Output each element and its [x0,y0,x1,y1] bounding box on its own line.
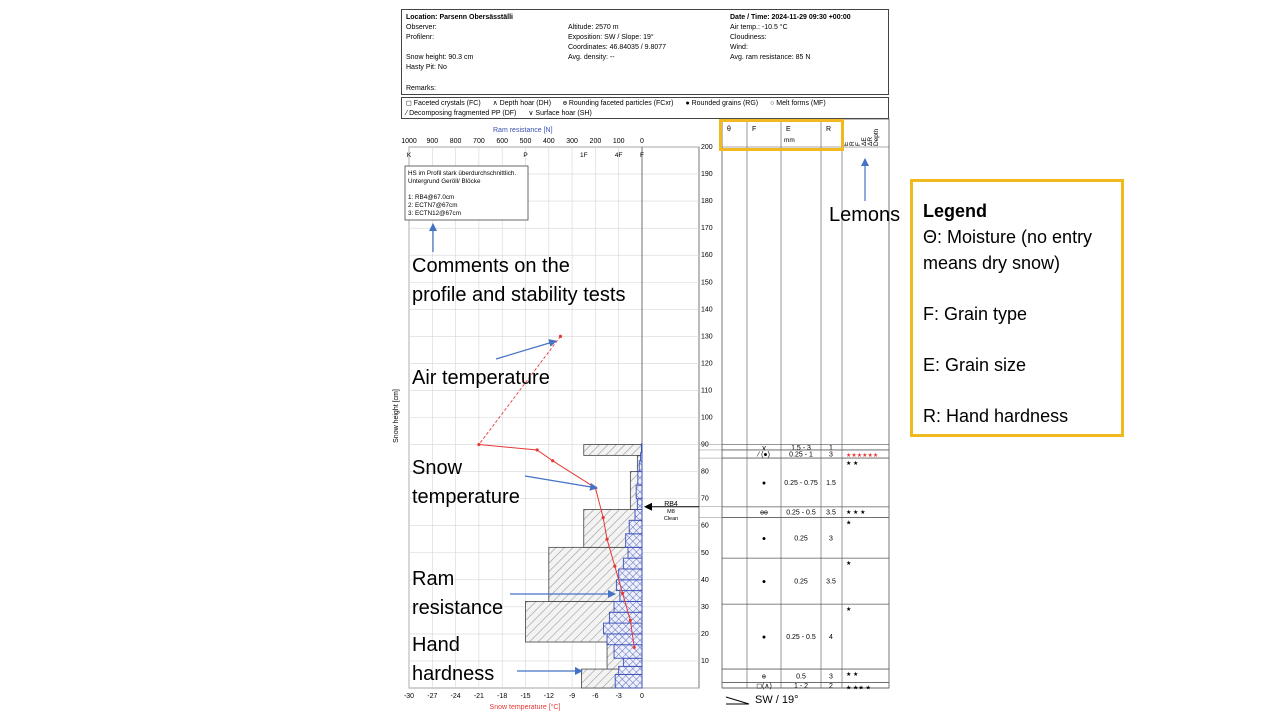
exposition: Exposition: SW / Slope: 19° [568,34,654,41]
datetime: Date / Time: 2024-11-29 09:30 +00:00 [730,14,851,21]
table-header-label: E [786,126,791,133]
table-cell-lemons: ★ ★★ ★ [846,685,871,692]
temp-tick-label: -24 [450,693,461,700]
table-header-highlight [719,119,844,151]
hasty-pit: Hasty Pit: No [406,64,447,71]
ram-tick-label: 500 [519,138,532,145]
table-side-header: ΔR [867,136,874,146]
height-tick-label: 30 [701,603,709,611]
table-cell-lemons: ★ [846,607,852,614]
ram-tick-label: 0 [640,138,644,145]
table-cell-grain-size: 0.25 [794,535,808,543]
annotation-snow-temperature [412,454,520,512]
stability-test-label: Clean [663,516,679,522]
ram-tick-label: 300 [566,138,578,145]
ram-tick-label: 900 [426,138,439,145]
table-cell-grain-type: ɵ [762,673,766,681]
temp-tick-label: -3 [615,693,622,700]
annotation-ram-line1: Ram [412,568,455,590]
symbol-df: ⁄ Decomposing fragmented PP (DF) [406,110,517,117]
slope-icon [725,694,751,708]
snow-temperature-point [602,516,605,519]
snow-height: Snow height: 90.3 cm [406,54,474,61]
snow-temperature-point [621,592,624,595]
height-tick-label: 180 [701,198,713,206]
stability-test-label: RB4 [664,501,678,508]
table-cell-hardness: 4 [829,634,833,642]
table-cell-grain-size: 0.25 - 0.5 [786,634,816,642]
table-side-header: E [843,141,850,146]
ram-resistance-block [641,453,642,461]
coordinates: Coordinates: 46.84035 / 9.8077 [568,44,667,51]
temp-tick-label: -21 [473,693,484,700]
table-cell-lemons: ★★★★★★ [846,452,879,459]
stability-test-label: M8 [667,509,675,515]
air-temperature-point [559,335,562,338]
height-tick-label: 190 [701,171,713,179]
legend-title: Legend [923,201,988,221]
table-cell-grain-size: 0.25 - 0.5 [786,509,816,517]
table-cell-hardness: 3 [829,535,833,543]
symbol-dh: ∧ Depth hoar (DH) [492,100,552,107]
hardness-tick-label: P [523,152,528,159]
height-tick-label: 50 [701,549,709,557]
annotation-hand-line2: hardness [412,663,495,685]
comment-line: 3: ECTN12@67cm [408,210,461,217]
legend-item-grain-size: E: Grain size [923,355,1027,375]
height-tick-label: 130 [701,333,713,341]
ram-resistance-block [636,485,642,499]
table-cell-grain-size: 0.25 - 1 [789,451,813,459]
hardness-tick-label: 1F [579,152,588,159]
ram-resistance-block [609,612,642,623]
legend-item-hand-hardness: R: Hand hardness [923,406,1069,426]
slope-label: SW / 19° [755,694,799,706]
temp-tick-label: -15 [520,693,531,700]
table-cell-grain-size: 1 - 2 [793,682,809,690]
temp-tick-label: 0 [640,693,644,700]
annotation-air-temperature: Air temperature [412,367,550,389]
table-cell-lemons: ★ ★ [846,672,859,679]
hand-hardness-block [584,445,642,456]
temp-tick-label: -30 [403,693,415,700]
table-header-label: R [826,126,832,133]
ram-axis-title: Ram resistance [N] [493,127,553,134]
symbol-fc: ◻ Faceted crystals (FC) [406,100,481,107]
annotation-comments [412,252,625,310]
annotation-ram-resistance [412,565,503,623]
table-side-header: F [855,142,862,146]
height-tick-label: 200 [701,144,713,151]
snow-temperature-point [629,619,632,622]
ram-tick-label: 200 [589,138,602,145]
ram-resistance-block [626,534,642,548]
hardness-tick-label: 4F [614,152,623,159]
table-cell-lemons: ★ [846,520,852,527]
table-cell-hardness: 3 [829,451,833,459]
table-cell-lemons: ★ ★ ★ [846,509,866,516]
comment-line: Untergrund Geröll/ Blöcke [408,178,481,185]
table-side-header: Depth [873,128,880,146]
ram-resistance-block [619,666,642,674]
table-cell-lemons: ★ ★ [846,461,859,468]
annotation-lemons: Lemons [829,204,901,226]
temp-tick-label: -6 [592,693,599,700]
ram-tick-label: 100 [612,138,625,145]
table-cell-hardness: 1.5 [826,479,836,487]
profile-nr: Profilenr: [406,34,435,41]
temp-tick-label: -9 [568,693,576,700]
height-tick-label: 100 [701,414,713,422]
legend-box [910,179,1124,437]
table-cell-hardness: 3.5 [826,578,836,586]
ram-resistance-block [614,645,642,659]
table-side-header: R [849,141,856,146]
symbol-fcxr: ɵ Rounding faceted particles (FCxr) [562,100,674,107]
ram-tick-label: 600 [496,138,509,145]
temp-tick-label: -27 [427,693,438,700]
table-side-header: ΔE [861,137,868,146]
height-tick-label: 150 [701,279,713,287]
snow-temperature-point [633,646,636,649]
height-tick-label: 170 [701,225,713,233]
height-tick-label: 60 [701,522,709,530]
altitude: Altitude: 2570 m [568,24,619,31]
temp-tick-label: -12 [543,693,554,700]
comment-line: 2: ECTN7@67cm [408,202,458,209]
table-cell-lemons: ★ [846,561,852,568]
table-cell-grain-type: ɵɵ [760,509,768,517]
height-tick-label: 10 [701,657,709,665]
cloudiness: Cloudiness: [730,34,767,41]
ram-resistance-block [604,623,642,634]
ram-resistance-block [615,674,642,688]
table-cell-hardness: 1 [829,444,833,452]
temp-tick-label: -18 [497,693,508,700]
table-cell-grain-size: 0.5 [796,673,806,681]
table-header-label: θ [727,126,731,133]
ram-resistance-block [641,444,642,453]
table-cell-grain-type: ◻(∧) [756,682,772,690]
observer: Observer: [406,24,437,31]
location: Location: Parsenn Obersäsställi [406,14,513,21]
ram-resistance-block [637,499,642,510]
table-cell-grain-type: ⁄ (●) [757,451,771,459]
height-tick-label: 120 [701,360,713,368]
height-tick-label: 140 [701,306,713,314]
ram-resistance-block [628,547,642,558]
ram-resistance-block [607,634,642,645]
table-cell-grain-type: ∨ [761,444,767,452]
legend-item-grain-type: F: Grain type [923,304,1028,324]
snow-temperature-point [551,459,554,462]
ram-resistance-block [639,461,642,472]
table-cell-hardness: 2 [829,682,833,690]
snow-temperature-point [605,538,608,541]
ram-tick-label: 400 [542,138,555,145]
height-tick-label: 90 [701,441,709,449]
annotation-hand-hardness [412,631,494,689]
annotation-snow-line2: temperature [412,486,520,508]
height-axis-title: Snow height [cm] [393,389,400,443]
table-cell-grain-type: ● [761,634,767,642]
symbol-rg: ● Rounded grains (RG) [685,100,759,107]
table-cell-hardness: 3 [829,673,833,681]
avg-ram: Avg. ram resistance: 85 N [730,54,811,61]
table-e-unit: mm [784,137,795,144]
snow-temperature-point [536,448,539,451]
table-cell-grain-size: 0.25 - 0.75 [784,479,818,487]
ram-tick-label: 700 [473,138,485,145]
ram-resistance-block [619,569,642,580]
hardness-tick-label: F [640,152,644,159]
comment-line: 1: RB4@67.0cm [408,194,455,201]
remarks: Remarks: [406,85,436,92]
height-tick-label: 20 [701,630,709,638]
ram-resistance-block [635,509,642,520]
table-cell-grain-size: 0.25 [794,578,808,586]
snow-temperature-point [613,565,616,568]
height-tick-label: 110 [701,387,713,395]
symbol-sh: ∨ Surface hoar (SH) [528,110,592,117]
annotation-comments-line2: profile and stability tests [412,284,626,306]
wind: Wind: [730,44,748,51]
annotation-snow-line1: Snow [412,457,463,479]
height-tick-label: 80 [701,468,709,476]
ram-resistance-block [623,558,642,569]
annotation-comments-line1: Comments on the [412,255,570,277]
table-header-label: F [752,126,757,133]
ram-resistance-block [623,658,642,666]
ram-resistance-block [638,472,642,486]
height-tick-label: 40 [701,576,709,584]
table-cell-hardness: 3.5 [826,509,836,517]
height-tick-label: 70 [701,495,709,503]
table-cell-grain-type: ● [761,535,767,543]
table-cell-grain-type: ● [761,479,767,487]
table-cell-grain-size: 1.5 - 3 [791,444,811,452]
comment-line: HS im Profil stark überdurchschnittlich. [408,170,517,177]
hardness-tick-label: K [406,152,412,159]
height-tick-label: 160 [701,252,713,260]
table-cell-grain-type: ● [761,578,767,586]
annotation-hand-line1: Hand [412,634,460,656]
air-temp: Air temp.: -10.5 °C [730,24,788,31]
symbol-mf: ○ Melt forms (MF) [770,100,826,107]
ram-resistance-block [629,520,642,534]
ram-tick-label: 800 [449,138,462,145]
legend-item-moisture: Θ: Moisture (no entry means dry snow) [923,227,1093,273]
temp-axis-title: Snow temperature [°C] [489,704,561,711]
avg-density: Avg. density: -- [568,54,615,61]
annotation-ram-line2: resistance [412,597,504,619]
ram-tick-label: 1000 [401,138,417,145]
